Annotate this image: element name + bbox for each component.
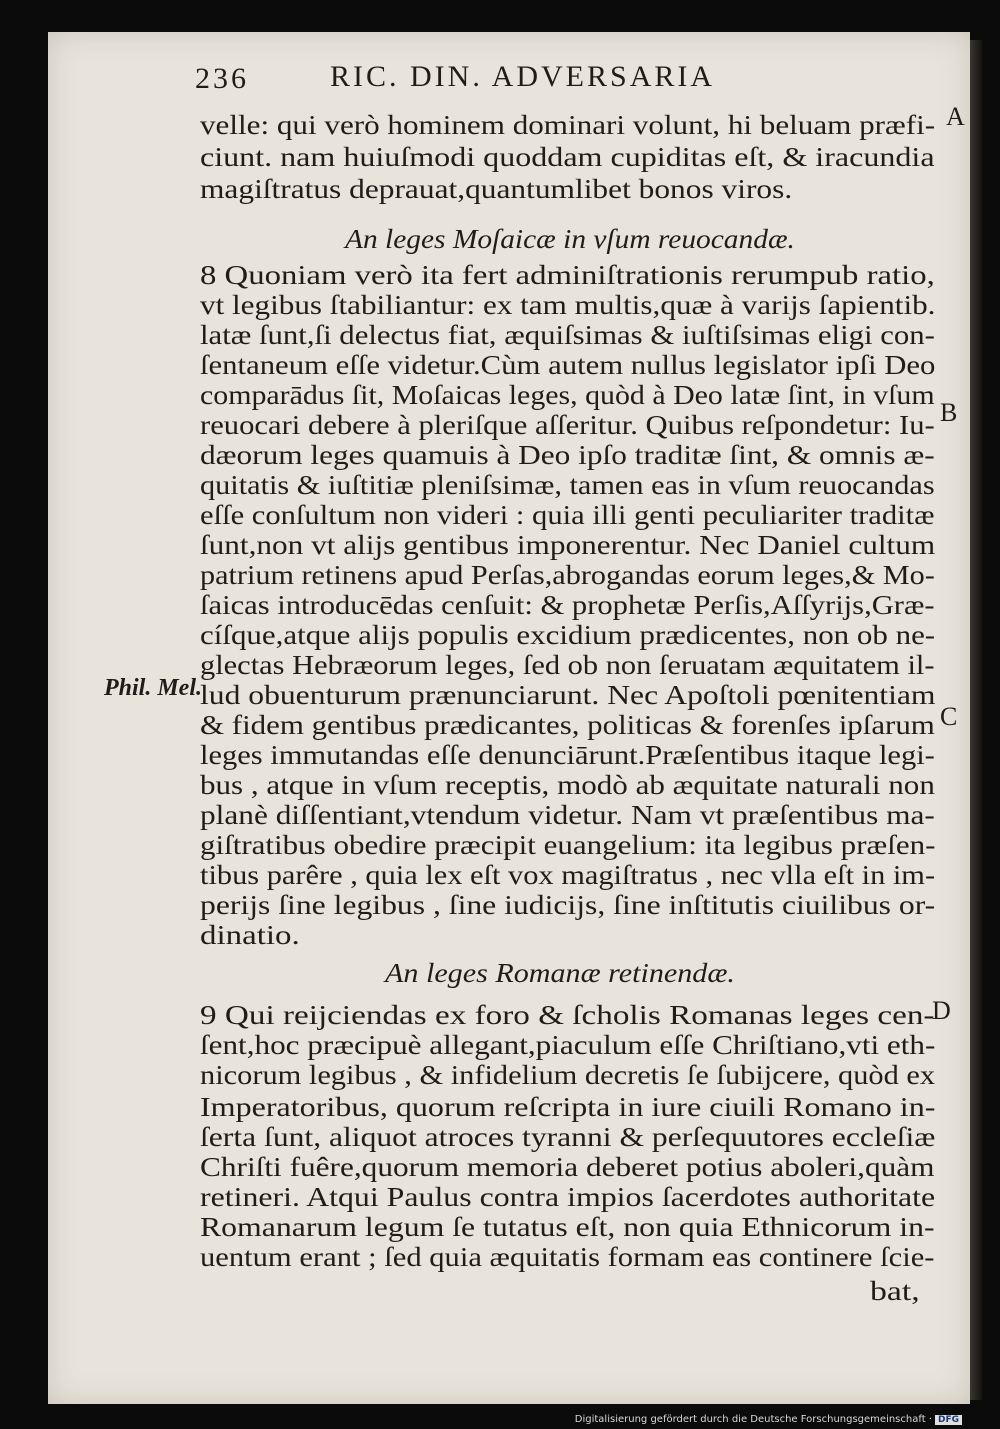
text-line: bus , atque in vſum receptis, modò ab æquitate naturali non	[200, 770, 935, 800]
text-line: cíſque,atque alijs populis excidium prædicentes, non ob ne-	[200, 620, 936, 650]
text-line: ſentaneum eſſe videtur.Cùm autem nullus legislator ipſi Deo	[200, 350, 936, 380]
margin-letter-d: D	[932, 996, 951, 1025]
text-line: quitatis & iuſtitiæ pleniſsimæ, tamen eas in vſum reuocandas	[200, 470, 935, 500]
text-line: comparādus ſit, Moſaicas leges, quòd à Deo latæ ſint, in vſum	[200, 380, 935, 410]
text-line: magiſtratus deprauat,quantumlibet bonos viros.	[200, 174, 793, 204]
footer-text: Digitalisierung gefördert durch die Deutsche Forschungsgemeinschaft ·	[574, 1414, 932, 1425]
text-line: Romanarum legum ſe tutatus eſt, non quia Ethnicorum in-	[200, 1212, 935, 1242]
footer-credit	[575, 1414, 962, 1425]
section-heading: An leges Romanæ retinendæ.	[385, 958, 735, 988]
section-heading: An leges Moſaicæ in vſum reuocandæ.	[345, 224, 795, 254]
text-line: reuocari debere à pleriſque aſſeritur. Quibus reſpondetur: Iu-	[200, 410, 935, 440]
text-line: 9 Qui reijciendas ex foro & ſcholis Romanas leges cen-	[200, 1000, 935, 1030]
dfg-logo: DFG	[935, 1415, 962, 1425]
text-line: & fidem gentibus prædicantes, politicas & forenſes ipſarum	[200, 710, 935, 740]
text-line: velle: qui verò hominem dominari volunt, hi beluam præfi-	[200, 110, 936, 140]
text-line: dæorum leges quamuis à Deo ipſo traditæ ſint, & omnis æ-	[200, 440, 935, 470]
text-line: ſunt,non vt alijs gentibus imponerentur. Nec Daniel cultum	[200, 530, 936, 560]
margin-letter-b: B	[940, 398, 958, 427]
text-line: ſent,hoc præcipuè allegant,piaculum eſſe Chriſtiano,vti eth-	[200, 1030, 936, 1060]
text-line: lud obuenturum prænunciarunt. Nec Apoſtoli pœnitentiam	[200, 680, 936, 710]
text-line: tibus parêre , quia lex eſt vox magiſtratus , nec vlla eſt in im-	[200, 860, 936, 890]
text-line: nicorum legibus , & infidelium decretis ſe ſubijcere, quòd ex	[200, 1060, 936, 1090]
margin-letter-c: C	[940, 702, 958, 731]
text-line: latæ ſunt,ſi delectus fiat, æquiſsimas & iuſtiſsimas eligi con-	[200, 320, 935, 350]
text-line: dinatio.	[200, 920, 300, 950]
text-line: vt legibus ſtabiliantur: ex tam multis,quæ à varijs ſapientib.	[200, 290, 936, 320]
page-number: 236	[195, 62, 249, 95]
text-line: ciunt. nam huiuſmodi quoddam cupiditas eſt, & iracundia	[200, 142, 935, 172]
text-line: planè diſſentiant,vtendum videtur. Nam vt præſentibus ma-	[200, 800, 935, 830]
text-line: bat,	[870, 1276, 920, 1306]
text-line: leges immutandas eſſe denunciārunt.Præſentibus itaque legi-	[200, 740, 935, 770]
text-line: patrium retinens apud Perſas,abrogandas eorum leges,& Mo-	[200, 560, 935, 590]
text-line: giſtratibus obedire præcipit euangelium: ita legibus præſen-	[200, 830, 936, 860]
margin-letter-a: A	[946, 102, 965, 131]
text-line: ſaicas introducēdas cenſuit: & prophetæ Perſis,Aſſyrijs,Græ-	[200, 590, 935, 620]
text-line: perijs ſine legibus , ſine iudicijs, ſine inſtitutis ciuilibus or-	[200, 890, 936, 920]
text-line: ſerta ſunt, aliquot atroces tyranni & perſequutores eccleſiæ	[200, 1122, 936, 1152]
text-line: Chriſti fuêre,quorum memoria deberet potius aboleri,quàm	[200, 1152, 935, 1182]
running-title: RIC. DIN. ADVERSARIA	[330, 60, 716, 93]
text-line: 8 Quoniam verò ita fert adminiſtrationis rerumpub ratio,	[200, 260, 935, 290]
text-line: Imperatoribus, quorum reſcripta in iure ciuili Romano in-	[200, 1092, 936, 1122]
page-edge	[970, 40, 982, 1400]
sidenote: Phil. Mel.	[104, 675, 203, 701]
text-line: uentum erant ; ſed quia æquitatis formam eas continere ſcie-	[200, 1242, 935, 1272]
text-line: retineri. Atqui Paulus contra impios ſacerdotes authoritate	[200, 1182, 936, 1212]
text-line: eſſe conſultum non videri : quia illi genti peculiariter traditæ	[200, 500, 935, 530]
text-line: glectas Hebræorum leges, ſed ob non ſeruatam æquitatem il-	[200, 650, 935, 680]
